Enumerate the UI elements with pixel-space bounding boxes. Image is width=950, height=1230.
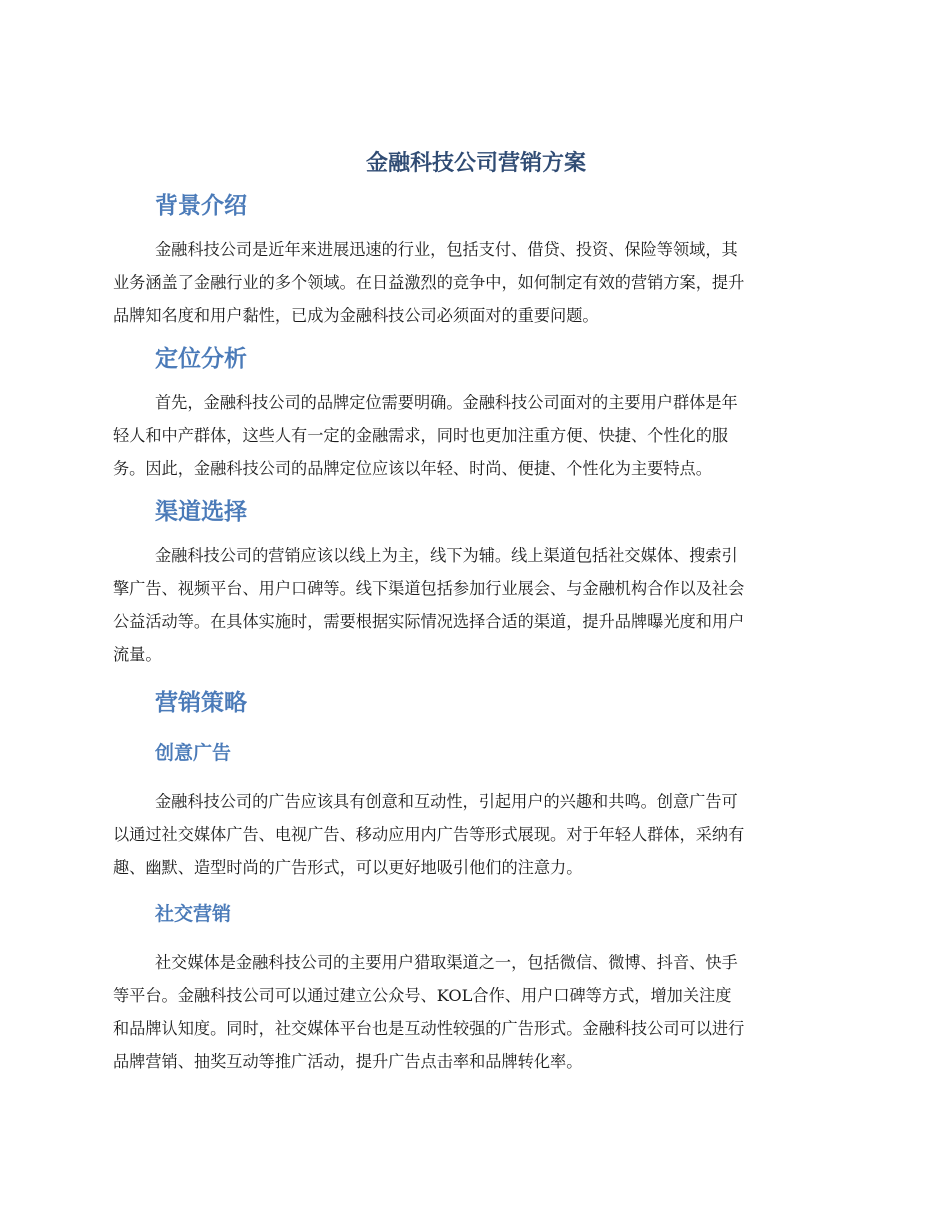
paragraph-line: 趣、幽默、造型时尚的广告形式，可以更好地吸引他们的注意力。 — [113, 858, 583, 877]
paragraph-line: 业务涵盖了金融行业的多个领域。在日益激烈的竞争中，如何制定有效的营销方案，提升 — [113, 273, 745, 292]
paragraph-line: 等平台。金融科技公司可以通过建立公众号、KOL合作、用户口碑等方式，增加关注度 — [113, 986, 732, 1005]
paragraph-line: 流量。 — [113, 645, 162, 664]
section-paragraph-positioning — [113, 386, 839, 485]
subsection-heading-creative-ads: 创意广告 — [155, 742, 232, 764]
paragraph-line: 擎广告、视频平台、用户口碑等。线下渠道包括参加行业展会、与金融机构合作以及社会 — [113, 579, 745, 598]
paragraph-line: 金融科技公司的营销应该以线上为主，线下为辅。线上渠道包括社交媒体、搜索引 — [155, 546, 738, 565]
paragraph-line: 务。因此，金融科技公司的品牌定位应该以年轻、时尚、便捷、个性化为主要特点。 — [113, 459, 712, 478]
section-paragraph-channels — [113, 539, 839, 671]
subsection-heading-social-marketing: 社交营销 — [155, 903, 232, 925]
paragraph-line: 金融科技公司是近年来进展迅速的行业，包括支付、借贷、投资、保险等领域，其 — [155, 240, 738, 259]
paragraph-line: 品牌知名度和用户黏性，已成为金融科技公司必须面对的重要问题。 — [113, 306, 599, 325]
section-heading-channels: 渠道选择 — [155, 499, 247, 525]
document-body — [113, 148, 839, 1078]
paragraph-line: 品牌营销、抽奖互动等推广活动，提升广告点击率和品牌转化率。 — [113, 1052, 583, 1071]
section-heading-background: 背景介绍 — [155, 193, 247, 219]
paragraph-line: 轻人和中产群体，这些人有一定的金融需求，同时也更加注重方便、快捷、个性化的服 — [113, 426, 729, 445]
section-paragraph-background — [113, 233, 839, 332]
paragraph-line: 社交媒体是金融科技公司的主要用户猎取渠道之一，包括微信、微博、抖音、快手 — [155, 953, 738, 972]
section-heading-positioning: 定位分析 — [155, 346, 247, 372]
paragraph-line: 和品牌认知度。同时，社交媒体平台也是互动性较强的广告形式。金融科技公司可以进行 — [113, 1019, 745, 1038]
paragraph-line: 公益活动等。在具体实施时，需要根据实际情况选择合适的渠道，提升品牌曝光度和用户 — [113, 612, 745, 631]
document-title: 金融科技公司营销方案 — [365, 151, 586, 176]
subsection-paragraph-creative-ads — [113, 785, 839, 884]
subsection-paragraph-social-marketing — [113, 946, 839, 1078]
paragraph-line: 以通过社交媒体广告、电视广告、移动应用内广告等形式展现。对于年轻人群体，采纳有 — [113, 825, 745, 844]
section-heading-strategy: 营销策略 — [155, 690, 247, 716]
paragraph-line: 首先，金融科技公司的品牌定位需要明确。金融科技公司面对的主要用户群体是年 — [155, 393, 738, 412]
paragraph-line: 金融科技公司的广告应该具有创意和互动性，引起用户的兴趣和共鸣。创意广告可 — [155, 792, 738, 811]
